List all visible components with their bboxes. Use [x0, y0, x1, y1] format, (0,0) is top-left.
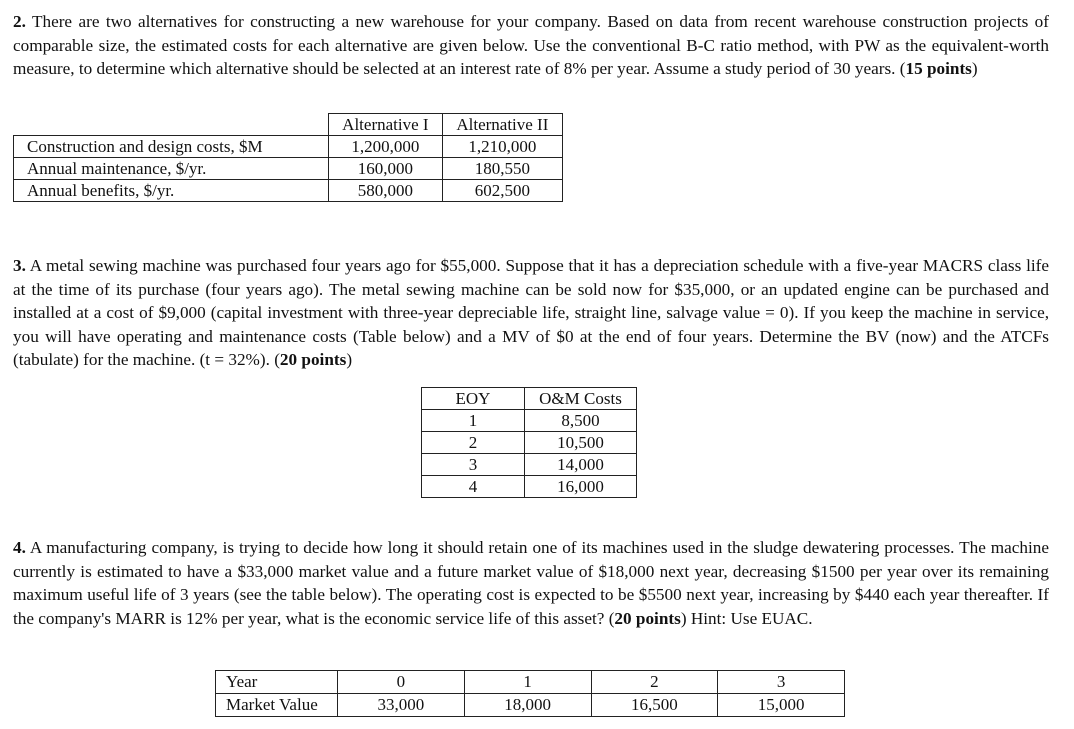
- question-2-number: 2.: [13, 12, 26, 31]
- question-3-text: [13, 254, 1049, 372]
- eoy-cell: 3: [422, 454, 525, 476]
- table-row-year: [216, 671, 845, 694]
- table-row-market-value: [216, 694, 845, 717]
- om-costs-table: [421, 387, 637, 498]
- table-row: [422, 476, 637, 498]
- cost-cell: 16,000: [525, 476, 637, 498]
- eoy-cell: 1: [422, 410, 525, 432]
- market-value-label: Market Value: [216, 694, 338, 717]
- year-cell: 3: [718, 671, 845, 694]
- question-3-tail: ): [346, 350, 353, 369]
- row-label: Construction and design costs, $M: [14, 136, 329, 158]
- question-4-tail: ) Hint: Use EUAC.: [680, 608, 813, 628]
- question-2-text: [13, 10, 1049, 81]
- year-cell: 0: [338, 671, 465, 694]
- question-4-number: 4.: [13, 538, 26, 557]
- market-value-cell: 15,000: [718, 694, 845, 717]
- header-alternative-1: Alternative I: [329, 114, 443, 136]
- question-3-number: 3.: [13, 256, 26, 275]
- market-value-cell: 16,500: [591, 694, 718, 717]
- question-3-points: 20 points: [279, 350, 347, 369]
- cost-cell: 8,500: [525, 410, 637, 432]
- market-value-cell: 33,000: [338, 694, 465, 717]
- question-2-points: 15 points: [905, 59, 972, 78]
- header-om-costs: O&M Costs: [525, 388, 637, 410]
- header-blank-cell: [14, 114, 329, 136]
- question-4-body: A manufacturing company, is trying to decide how long it should retain one of its machines used in the sludge dewatering processes. The machine currently is estimated to have a $33,000 market value and a future market value of $18,000 next year, decreasing $1500 per year over its remaining maximum useful life of 3 years (see the table below). The operating cost is expected to be $5500 next year, increasing by $440 each year thereafter. If the company's MARR is 12% per year, what is the economic service life of this asset? (: [13, 538, 1049, 628]
- row-label: Annual maintenance, $/yr.: [14, 158, 329, 180]
- market-value-table: [215, 670, 845, 717]
- alt2-value: 602,500: [442, 180, 562, 202]
- alt1-value: 160,000: [329, 158, 443, 180]
- eoy-cell: 4: [422, 476, 525, 498]
- alt2-value: 180,550: [442, 158, 562, 180]
- question-4-text: [13, 536, 1049, 630]
- eoy-cell: 2: [422, 432, 525, 454]
- year-cell: 2: [591, 671, 718, 694]
- question-2-body: There are two alternatives for constructing a new warehouse for your company. Based on data from recent warehouse construction projects of comparable size, the estimated costs for each alternative are given below. Use the conventional B-C ratio method, with PW as the equivalent-worth measure, to determine which alternative should be selected at an interest rate of 8% per year. Assume a study period of 30 years. (: [13, 12, 1049, 78]
- cost-cell: 10,500: [525, 432, 637, 454]
- alt1-value: 580,000: [329, 180, 443, 202]
- table-row: [422, 454, 637, 476]
- table-header-row: [14, 114, 563, 136]
- row-label: Annual benefits, $/yr.: [14, 180, 329, 202]
- table-row: [14, 180, 563, 202]
- question-3-body: A metal sewing machine was purchased four years ago for $55,000. Suppose that it has a depreciation schedule with a five-year MACRS class life at the time of its purchase (four years ago). The metal sewing machine can be sold now for $35,000, or an updated engine can be purchased and installed at a cost of $9,000 (capital investment with three-year depreciable life, straight line, salvage value = 0). If you keep the machine in service, you will have operating and maintenance costs (Table below) and a MV of $0 at the end of four years. Determine the BV (now) and the ATCFs (tabulate) for the machine. (t = 32%). (: [13, 256, 1049, 369]
- cost-cell: 14,000: [525, 454, 637, 476]
- alt2-value: 1,210,000: [442, 136, 562, 158]
- alternatives-table: [13, 113, 563, 202]
- alt1-value: 1,200,000: [329, 136, 443, 158]
- table-row: [14, 158, 563, 180]
- table-row: [422, 410, 637, 432]
- table-row: [422, 432, 637, 454]
- header-alternative-2: Alternative II: [442, 114, 562, 136]
- question-4-points: 20 points: [614, 608, 681, 628]
- year-label: Year: [216, 671, 338, 694]
- table-row: [14, 136, 563, 158]
- question-2-tail: ): [971, 59, 978, 78]
- year-cell: 1: [464, 671, 591, 694]
- table-header-row: [422, 388, 637, 410]
- header-eoy: EOY: [422, 388, 525, 410]
- market-value-cell: 18,000: [464, 694, 591, 717]
